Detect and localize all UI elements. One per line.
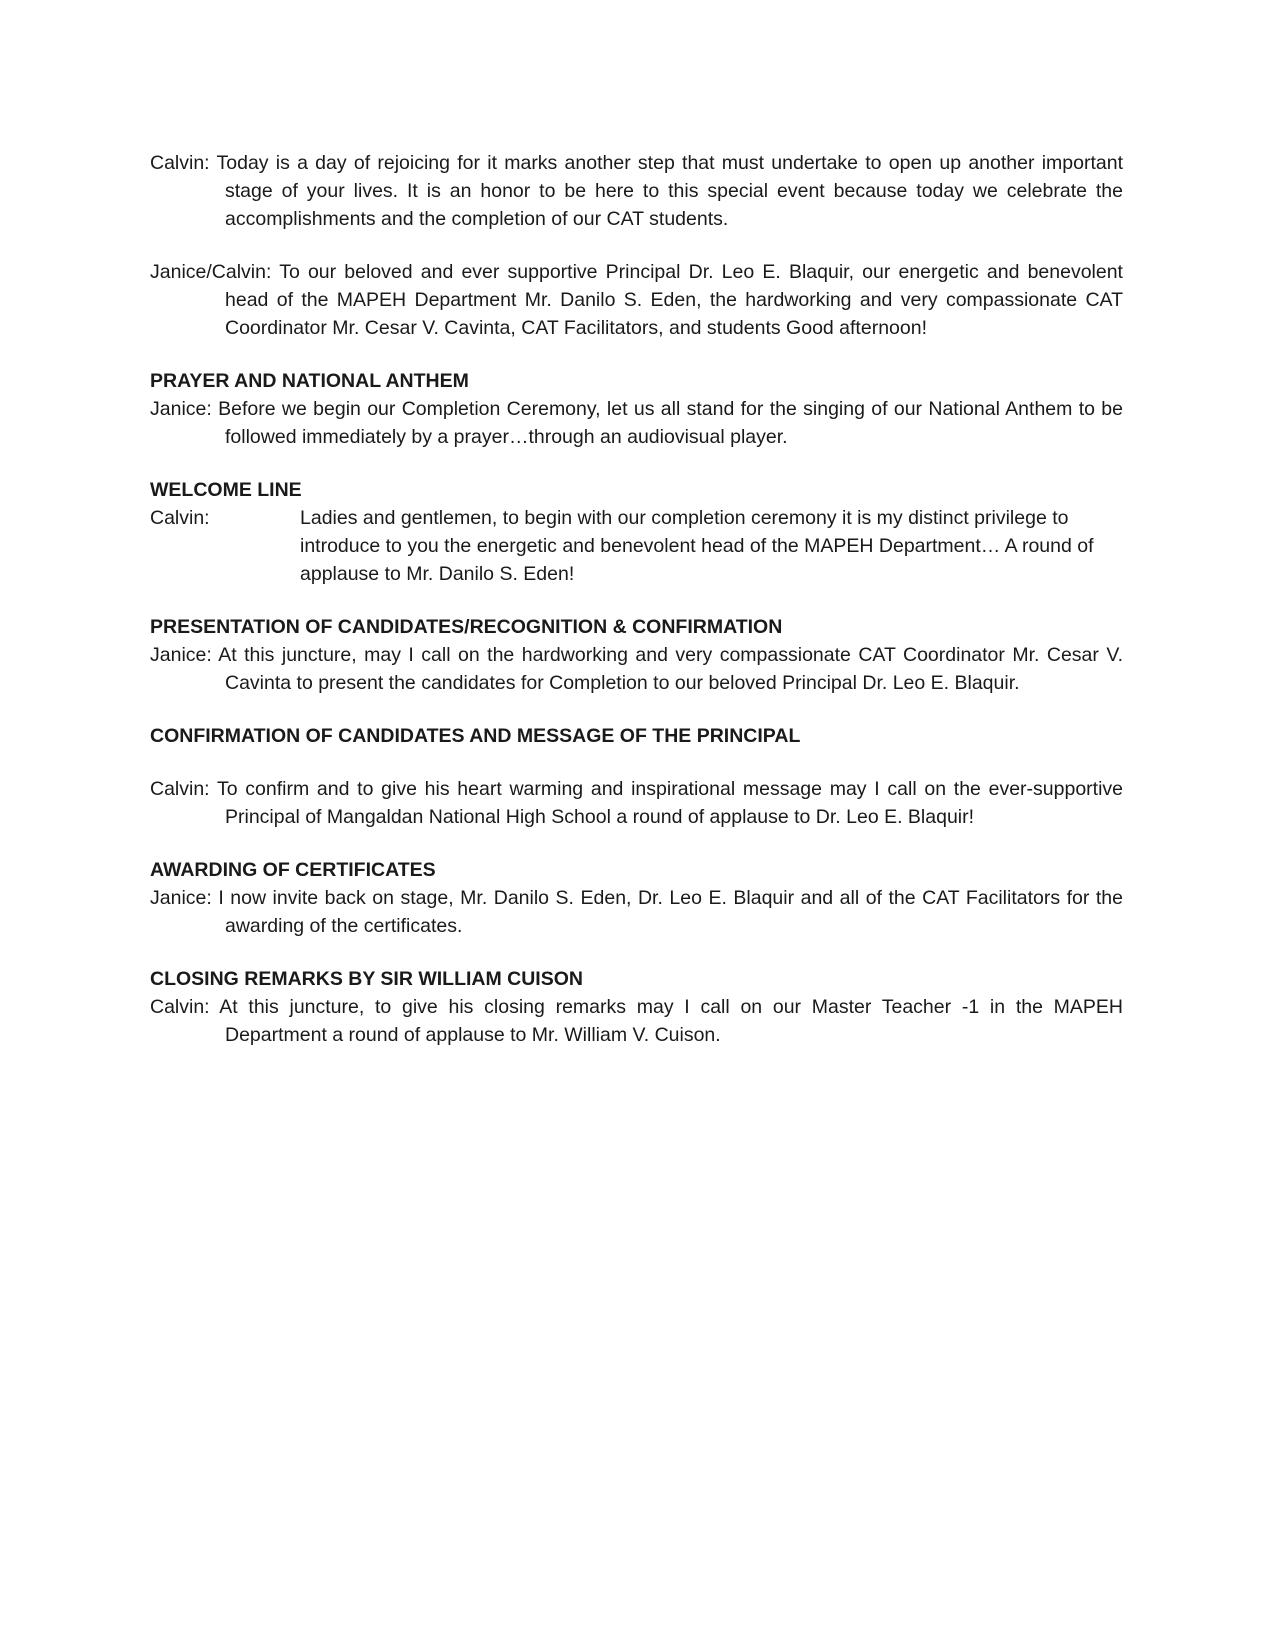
closing-heading: CLOSING REMARKS BY SIR WILLIAM CUISON [150, 968, 583, 990]
welcome-heading: WELCOME LINE [150, 479, 302, 501]
closing-block [150, 965, 1123, 1049]
prayer-block [150, 367, 1123, 451]
confirmation-heading: CONFIRMATION OF CANDIDATES AND MESSAGE OF THE PRINCIPAL [150, 725, 801, 747]
prayer-paragraph [150, 395, 1123, 451]
presentation-paragraph [150, 641, 1123, 697]
intro-text: Today is a day of rejoicing for it marks another step that must undertake to open up another important stage of your lives. It is an honor to be here to this special event because today we celebrate the accomplishments and the completion of our CAT students. [216, 152, 1123, 230]
intro-paragraph [150, 149, 1123, 233]
awarding-paragraph [150, 884, 1123, 940]
presentation-text: At this juncture, may I call on the hardworking and very compassionate CAT Coordinator Mr. Cesar V. Cavinta to present the candidates for Completion to our beloved Principal Dr. Leo E. Blaquir. [218, 644, 1123, 694]
presentation-speaker: Janice: [150, 644, 212, 666]
closing-speaker: Calvin: [150, 996, 210, 1018]
closing-text: At this juncture, to give his closing remarks may I call on our Master Teacher -1 in the MAPEH Department a round of applause to Mr. William V. Cuison. [219, 996, 1123, 1046]
presentation-block [150, 613, 1123, 697]
welcome-paragraph [150, 504, 1123, 588]
welcome-block [150, 476, 1123, 588]
presentation-heading: PRESENTATION OF CANDIDATES/RECOGNITION & CONFIRMATION [150, 616, 783, 638]
closing-paragraph [150, 993, 1123, 1049]
welcome-speaker: Calvin: [150, 507, 210, 529]
prayer-speaker: Janice: [150, 398, 212, 420]
intro-speaker: Calvin: [150, 152, 210, 174]
awarding-text: I now invite back on stage, Mr. Danilo S. Eden, Dr. Leo E. Blaquir and all of the CAT Facilitators for the awarding of the certificates. [218, 887, 1124, 937]
awarding-heading: AWARDING OF CERTIFICATES [150, 859, 436, 881]
script-content [150, 149, 1123, 1049]
greeting-speaker: Janice/Calvin: [150, 261, 272, 283]
confirmation-paragraph [150, 775, 1123, 831]
confirmation-text: To confirm and to give his heart warming and inspirational message may I call on the ever-supportive Principal of Mangaldan National High School a round of applause to Dr. Leo E. Blaquir! [216, 778, 1123, 828]
intro-block [150, 149, 1123, 233]
confirmation-block [150, 722, 1123, 831]
awarding-speaker: Janice: [150, 887, 212, 909]
prayer-text: Before we begin our Completion Ceremony, let us all stand for the singing of our National Anthem to be followed immediately by a prayer…through an audiovisual player. [218, 398, 1123, 448]
welcome-text: Ladies and gentlemen, to begin with our completion ceremony it is my distinct privilege to introduce to you the energetic and benevolent head of the MAPEH Department… A round of applause to Mr. Danilo S. Eden! [300, 507, 1094, 585]
greeting-block [150, 258, 1123, 342]
greeting-paragraph [150, 258, 1123, 342]
greeting-text: To our beloved and ever supportive Principal Dr. Leo E. Blaquir, our energetic and benevolent head of the MAPEH Department Mr. Danilo S. Eden, the hardworking and very compassionate CAT Coordinator Mr. Cesar V. Cavinta, CAT Facilitators, and students Good afternoon! [225, 261, 1123, 339]
prayer-heading: PRAYER AND NATIONAL ANTHEM [150, 370, 469, 392]
confirmation-speaker: Calvin: [150, 778, 210, 800]
awarding-block [150, 856, 1123, 940]
